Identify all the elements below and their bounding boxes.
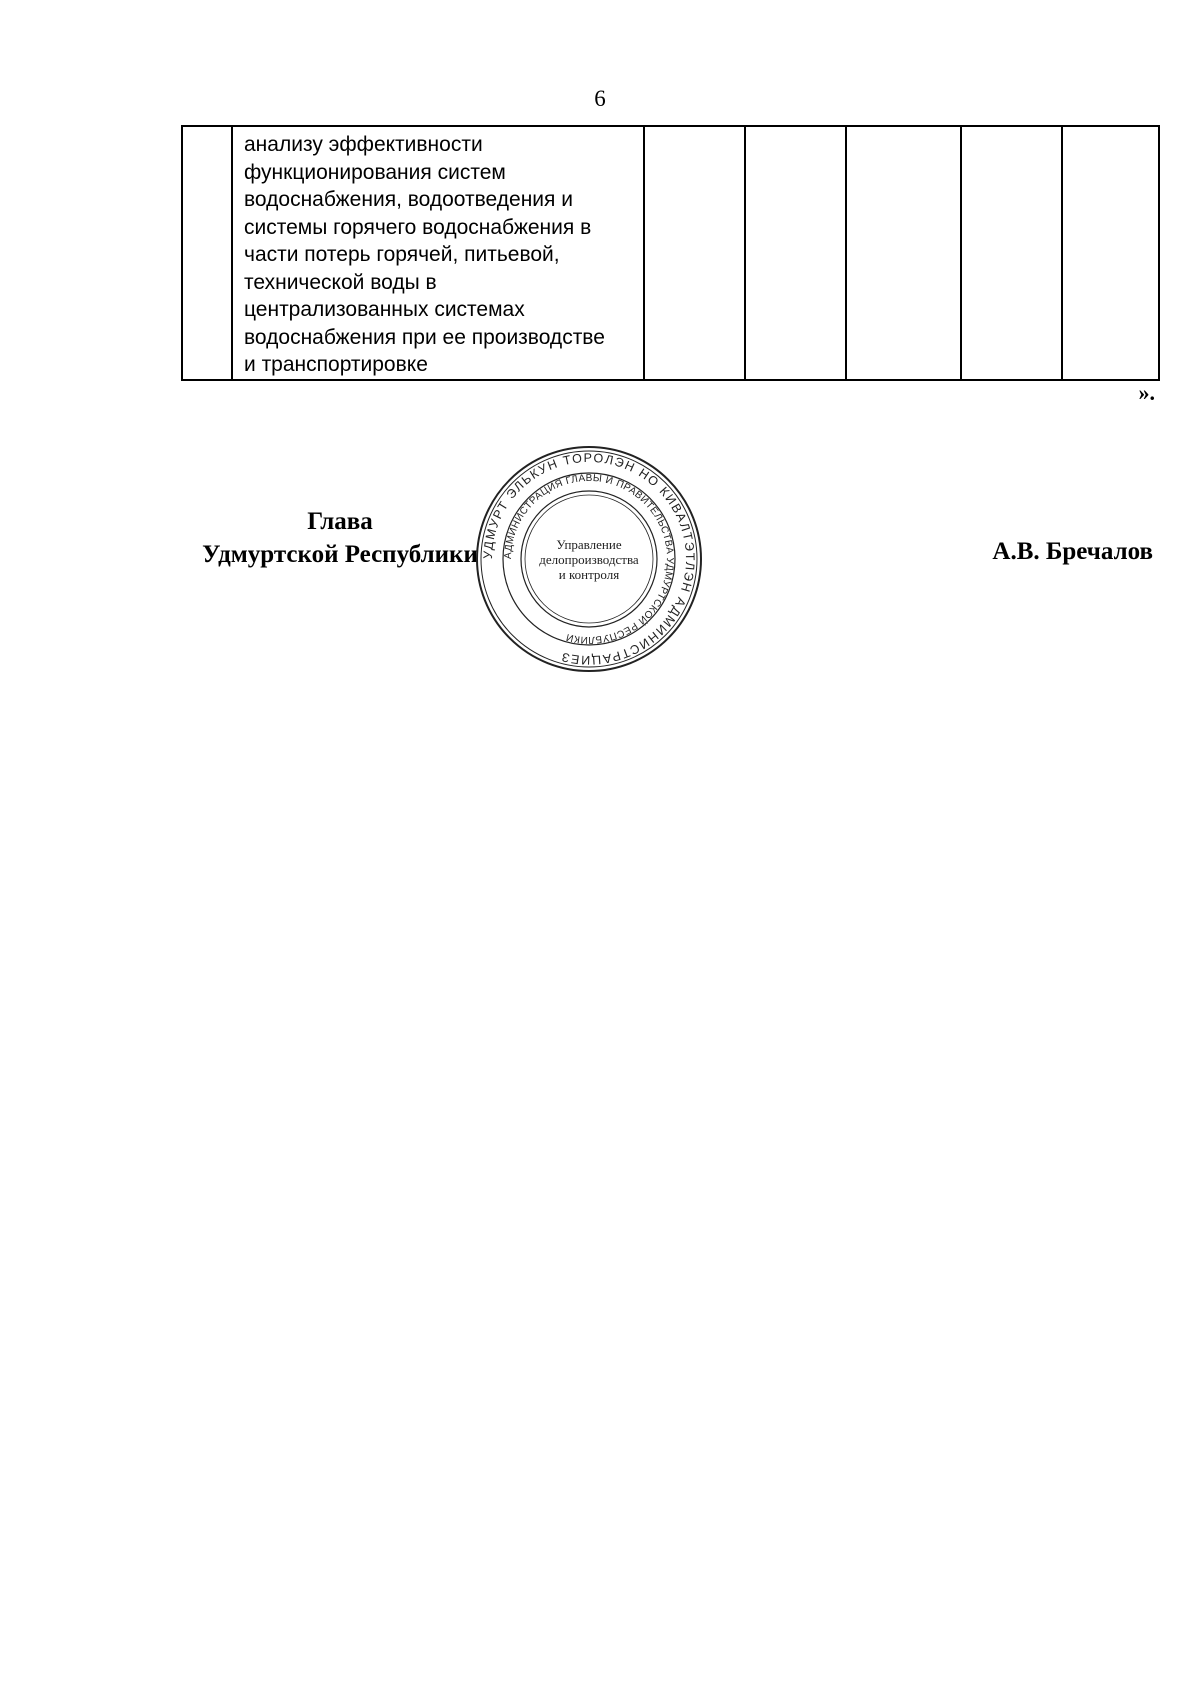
seal-center-line3: и контроля (558, 567, 620, 582)
seal-inner-text: АДМИНИСТРАЦИЯ ГЛАВЫ И ПРАВИТЕЛЬСТВА УДМУРТСКОЙ РЕСПУБЛИКИ (502, 472, 676, 646)
table-row (182, 126, 1159, 380)
seal-center-line2: делопроизводства (539, 552, 639, 567)
table-cell-empty (745, 126, 846, 380)
table-cell-empty (644, 126, 745, 380)
seal-center-line1: Управление (556, 537, 622, 552)
seal-outer-text: УДМУРТ ЭЛЬКУН ТОРОЛЭН НО КИВАЛТЭТЛЭН АДМИНИСТРАЦИЕЗ (480, 450, 698, 668)
signatory-title-line2: Удмуртской Республики (202, 541, 478, 568)
closing-quote: ». (1138, 380, 1155, 405)
signatory-title-line1: Глава (307, 508, 373, 535)
page-number: 6 (594, 86, 606, 111)
table-cell-empty (1062, 126, 1159, 380)
document-table (181, 125, 1160, 381)
signatory-name: А.В. Бречалов (992, 538, 1153, 565)
table-cell-description: анализу эффективности функционирования систем водоснабжения, водоотведения и системы горячего водоснабжения в части потерь горячей, питьевой, технической воды в централизованных системах водоснабжения при ее производстве и транспортировке (232, 126, 644, 380)
table-cell-number (182, 126, 232, 380)
official-seal (473, 443, 705, 675)
table-cell-empty (961, 126, 1062, 380)
table-cell-empty (846, 126, 961, 380)
